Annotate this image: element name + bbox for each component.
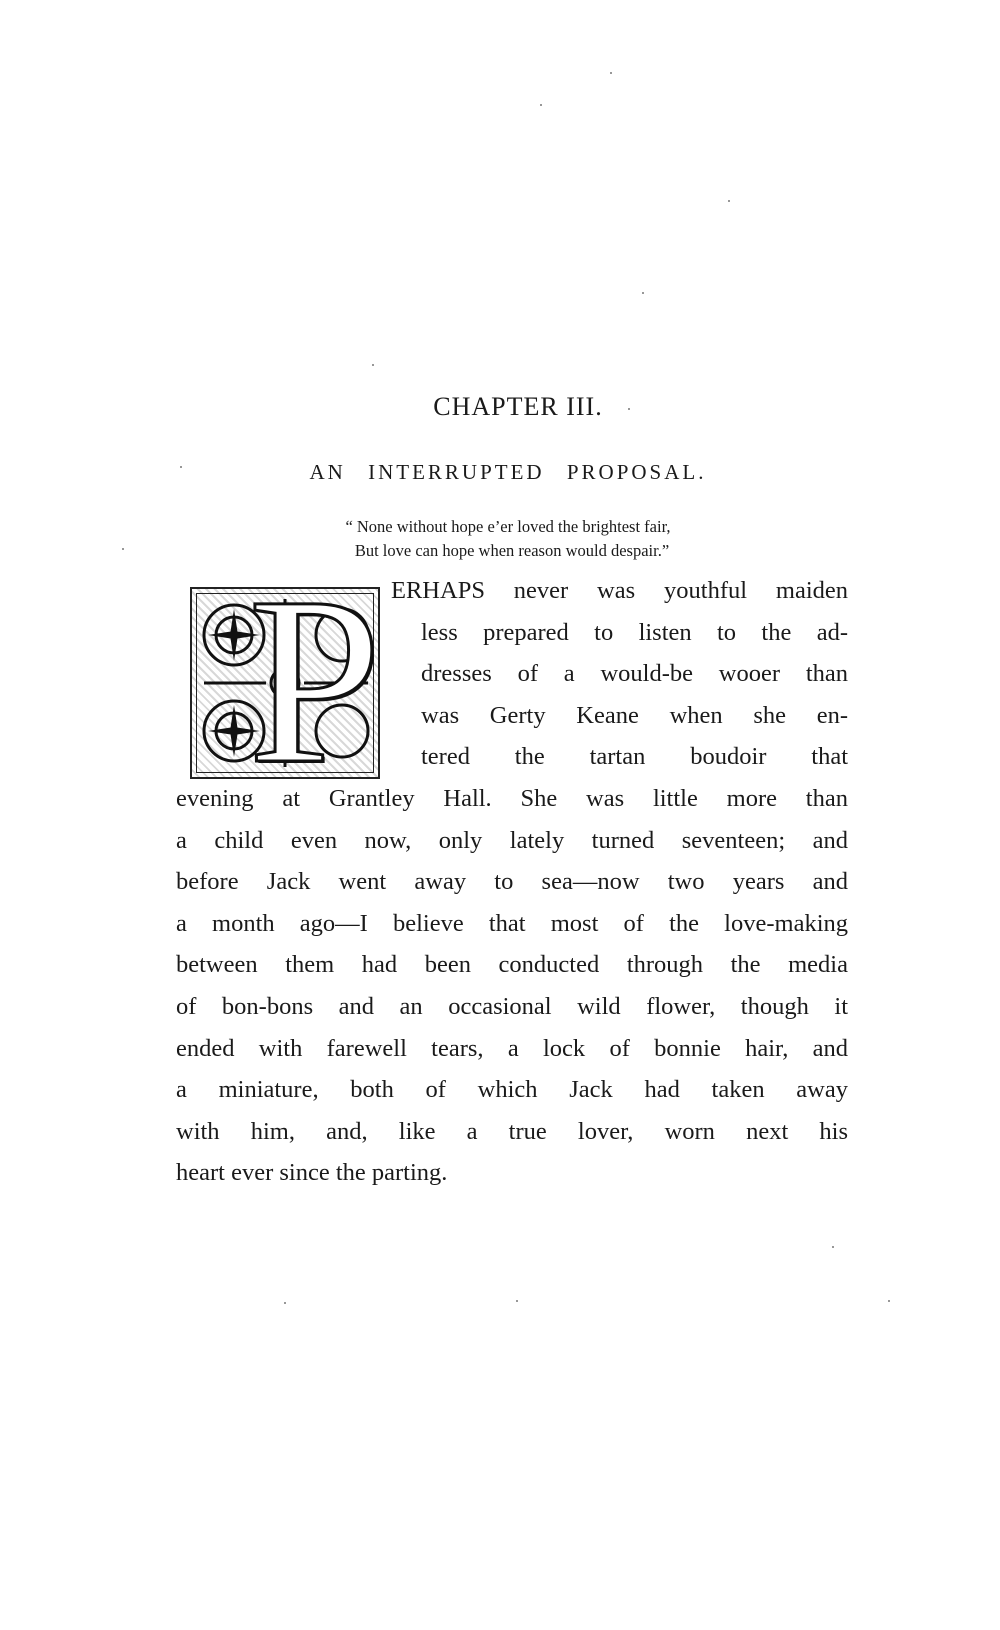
text-line: dresses of a would-be wooer than <box>421 660 848 688</box>
paper-speck <box>540 104 542 106</box>
paper-speck <box>728 200 730 202</box>
text-line: a month ago—I believe that most of the love-making <box>176 909 848 937</box>
body-paragraph <box>176 778 848 1194</box>
paper-speck <box>832 1246 834 1248</box>
paper-speck <box>180 466 182 468</box>
epigraph-line: But love can hope when reason would despair.” <box>354 541 670 560</box>
text-line: a miniature, both of which Jack had taken away <box>176 1076 848 1104</box>
paper-speck <box>372 364 374 366</box>
drop-cap-letter: P <box>248 547 382 813</box>
text-line: with him, and, like a true lover, worn next his <box>176 1117 848 1145</box>
epigraph <box>0 515 1000 563</box>
text-line: a child even now, only lately turned seventeen; and <box>176 826 848 854</box>
paper-speck <box>284 1302 286 1304</box>
indented-paragraph <box>391 570 848 778</box>
paper-speck <box>642 292 644 294</box>
text-line: was Gerty Keane when she en- <box>421 701 848 729</box>
text-line: ERHAPS never was youthful maiden <box>391 577 848 604</box>
text-line: ended with farewell tears, a lock of bonnie hair, and <box>176 1034 848 1062</box>
paper-speck <box>516 1300 518 1302</box>
paper-speck <box>628 408 630 410</box>
text-line: between them had been conducted through the media <box>176 951 848 979</box>
text-line: before Jack went away to sea—now two years and <box>176 868 848 896</box>
text-line: of bon-bons and an occasional wild flower, though it <box>176 992 848 1020</box>
text-line: less prepared to listen to the ad- <box>421 618 848 646</box>
text-line-last: heart ever since the parting. <box>176 1159 448 1187</box>
chapter-subtitle: AN INTERRUPTED PROPOSAL. <box>309 460 707 484</box>
text-line: evening at Grantley Hall. She was little more than <box>176 785 848 812</box>
text-line: tered the tartan boudoir that <box>421 743 848 771</box>
paper-speck <box>122 548 124 550</box>
paper-speck <box>610 72 612 74</box>
epigraph-line: “ None without hope e’er loved the brightest fair, <box>345 517 671 536</box>
chapter-heading: CHAPTER III. <box>433 392 603 421</box>
paper-speck <box>888 1300 890 1302</box>
